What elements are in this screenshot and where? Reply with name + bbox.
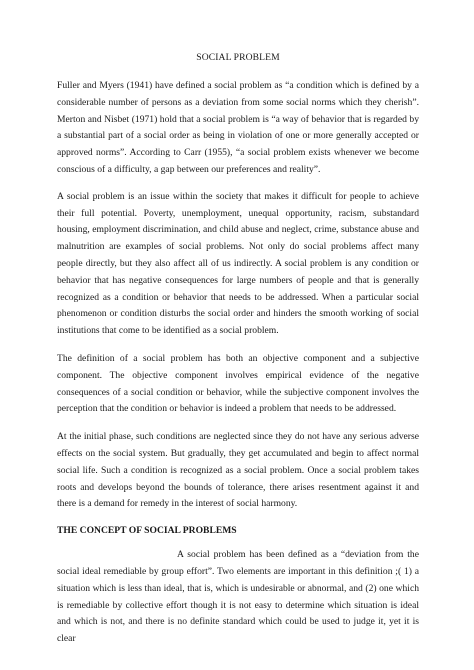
paragraph-definitions: Fuller and Myers (1941) have defined a social problem as “a condition which is defined by a considerable number of persons as a deviation from some social norms which they cherish”. Merton and Nisbet (1971) hold that a social problem is “a way of behavior that is regarded by a substantial part of a social order as being in violation of one or more generally accepted or approved norms”. According to Carr (1955), “a social problem exists whenever we become conscious of a difficulty, a gap between our preferences and reality”. [57,80,419,175]
paragraph-objective-subjective: The definition of a social problem has both an objective component and a subjective component. The objective component involves empirical evidence of the negative consequences of a social condition or behavior, while the subjective component involves the perception that the condition or behavior is indeed a problem that needs to be addressed. [57,352,419,415]
document-page [57,52,419,648]
paragraph-initial-phase: At the initial phase, such conditions are neglected since they do not have any serious adverse effects on the social system. But gradually, they get accumulated and begin to affect normal social life. Such a condition is recognized as a social problem. Once a social problem takes roots and develops beyond the bounds of tolerance, there arises resentment against it and there is a demand for remedy in the interest of social harmony. [57,431,419,510]
document-title: SOCIAL PROBLEM [196,52,280,63]
section-heading: THE CONCEPT OF SOCIAL PROBLEMS [57,525,237,537]
paragraph-social-problem-issue: A social problem is an issue within the society that makes it difficult for people to achieve their full potential. Poverty, unemployment, unequal opportunity, racism, substandard housing, employment discrimination, and child abuse and neglect, crime, substance abuse and malnutrition are examples of social problems. Not only do social problems affect many people directly, but they also affect all of us indirectly. A social problem is any condition or behavior that has negative consequences for large numbers of people and that is generally recognized as a condition or behavior that needs to be addressed. When a particular social phenomenon or condition disturbs the social order and hinders the smooth working of social institutions that come to be identified as a social problem. [57,190,419,337]
paragraph-concept: A social problem has been defined as a “deviation from the social ideal remediable by group effort”. Two elements are important in this definition ;( 1) a situation which is less than ideal, that is, which is undesirable or abnormal, and (2) one which is remediable by collective effort though it is not easy to determine which situation is ideal and which is not, and there is no definite standard which could be used to judge it, yet it is clear [57,549,419,645]
